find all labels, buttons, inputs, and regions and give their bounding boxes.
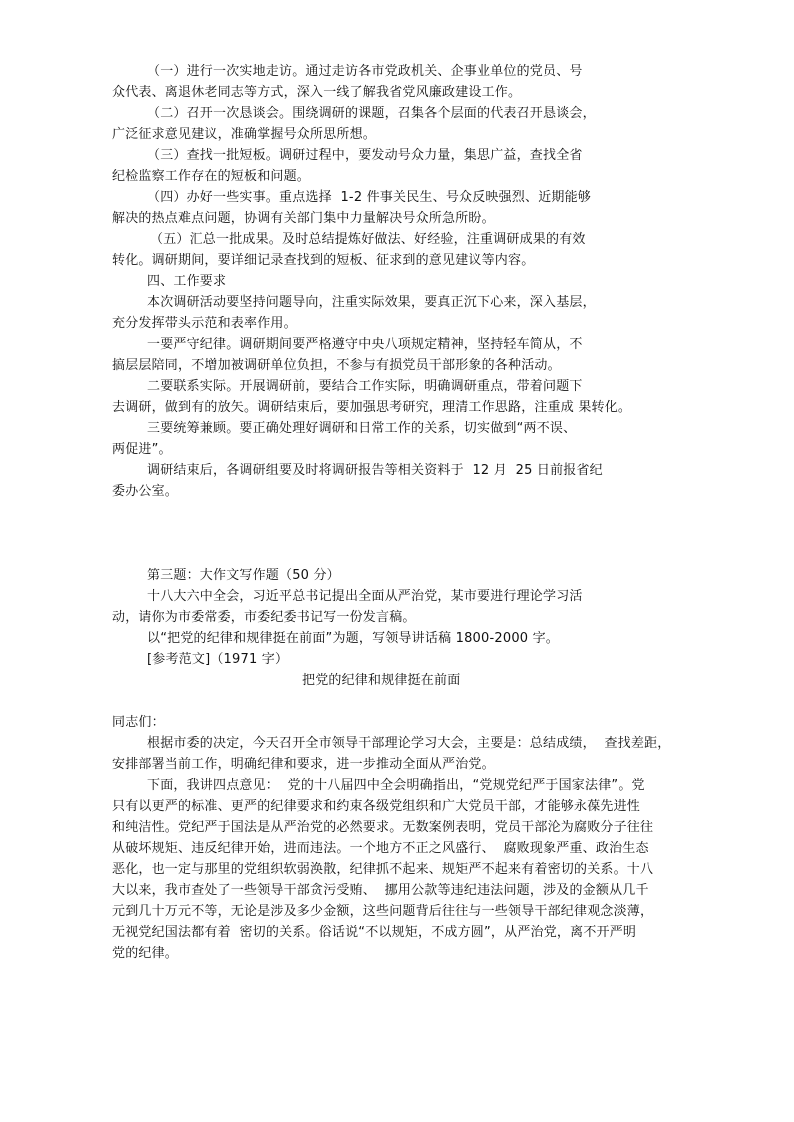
paragraph-line: 元到几十万元不等，无论是涉及多少金额，这些问题背后往往与一些领导干部纪律观念淡薄， <box>112 904 654 919</box>
section-heading: 四、工作要求 <box>147 274 227 289</box>
paragraph-line: 只有以更严的标准、更严的纪律要求和约束各级党组织和广大党员干部，才能够永葆先进性 <box>112 799 641 814</box>
paragraph-line: 二要联系实际。开展调研前，要结合工作实际，明确调研重点，带着问题下 <box>147 379 583 394</box>
paragraph-line: 十八大六中全会，习近平总书记提出全面从严治党，某市要进行理论学习活 <box>147 589 583 604</box>
paragraph-line: 本次调研活动要坚持问题导向，注重实际效果，要真正沉下心来，深入基层， <box>147 295 596 310</box>
paragraph-line: 以“把党的纪律和规律挺在前面”为题，写领导讲话稿 1800-2000 字。 <box>147 631 559 646</box>
paragraph-line: 广泛征求意见建议，准确掌握号众所思所想。 <box>112 127 377 142</box>
paragraph-line: 委办公室。 <box>112 484 179 499</box>
question-heading: 第三题：大作文写作题（50 分） <box>147 568 340 583</box>
paragraph-line: 无视党纪国法都有着 密切的关系。俗话说“不以规矩，不成方圆”，从严治党，离不开严明 <box>112 925 637 940</box>
paragraph-line: 一要严守纪律。调研期间要严格遵守中央八项规定精神，坚持轻车简从，不 <box>147 337 583 352</box>
paragraph-line: 调研结束后，各调研组要及时将调研报告等相关资料于 12 月 25 日前报省纪 <box>147 463 603 478</box>
paragraph-line: 下面，我讲四点意见： 党的十八届四中全会明确指出，“党规党纪严于国家法律”。党 <box>147 778 645 793</box>
paragraph-line: （一）进行一次实地走访。通过走访各市党政机关、企事业单位的党员、号 <box>147 64 583 79</box>
paragraph-line: 去调研，做到有的放矢。调研结束后，要加强思考研究，理清工作思路，注重成 果转化。 <box>112 400 632 415</box>
salutation: 同志们： <box>112 715 165 730</box>
paragraph-line: 解决的热点难点问题，协调有关部门集中力量解决号众所急所盼。 <box>112 211 495 226</box>
paragraph-line: 充分发挥带头示范和表率作用。 <box>112 316 297 331</box>
paragraph-line: 恶化，也一定与那里的党组织软弱涣散，纪律抓不起来、规矩严不起来有着密切的关系。十八 <box>112 862 654 877</box>
essay-title: 把党的纪律和规律挺在前面 <box>302 673 461 688</box>
paragraph-line: （三）查找一批短板。调研过程中，要发动号众力量，集思广益，查找全省 <box>147 148 583 163</box>
paragraph-line: 转化。调研期间，要详细记录查找到的短板、征求到的意见建议等内容。 <box>112 253 535 268</box>
paragraph-line: 纪检监察工作存在的短板和问题。 <box>112 169 311 184</box>
paragraph-line: 众代表、离退休老同志等方式，深入一线了解我省党风廉政建设工作。 <box>112 85 522 100</box>
paragraph-line: 根据市委的决定，今天召开全市领导干部理论学习大会，主要是：总结成绩， 查找差距， <box>147 736 671 751</box>
paragraph-line: 大以来，我市查处了一些领导干部贪污受贿、 挪用公款等违纪违法问题，涉及的金额从几千 <box>112 883 649 898</box>
paragraph-line: （四）办好一些实事。重点选择 1-2 件事关民生、号众反映强烈、近期能够 <box>147 190 592 205</box>
paragraph-line: 搞层层陪同，不增加被调研单位负担，不参与有损党员干部形象的各种活动。 <box>112 358 561 373</box>
paragraph-line: 和纯洁性。党纪严于国法是从严治党的必然要求。无数案例表明，党员干部沦为腐败分子往往 <box>112 820 654 835</box>
paragraph-line: （五）汇总一批成果。及时总结提炼好做法、好经验，注重调研成果的有效 <box>150 232 586 247</box>
paragraph-line: （二）召开一次恳谈会。围绕调研的课题，召集各个层面的代表召开恳谈会， <box>147 106 596 121</box>
paragraph-line: 动，请你为市委常委，市委纪委书记写一份发言稿。 <box>112 610 416 625</box>
paragraph-line: 党的纪律。 <box>112 946 179 961</box>
paragraph-line: 从破坏规矩、违反纪律开始，进而违法。一个地方不正之风盛行、 腐败现象严重、政治生态 <box>112 841 649 856</box>
paragraph-line: 三要统筹兼顾。要正确处理好调研和日常工作的关系，切实做到“两不误、 <box>147 421 577 436</box>
reference-label: [参考范文]（1971 字） <box>147 652 289 667</box>
paragraph-line: 安排部署当前工作，明确纪律和要求，进一步推动全面从严治党。 <box>112 757 495 772</box>
paragraph-line: 两促进”。 <box>112 442 172 457</box>
